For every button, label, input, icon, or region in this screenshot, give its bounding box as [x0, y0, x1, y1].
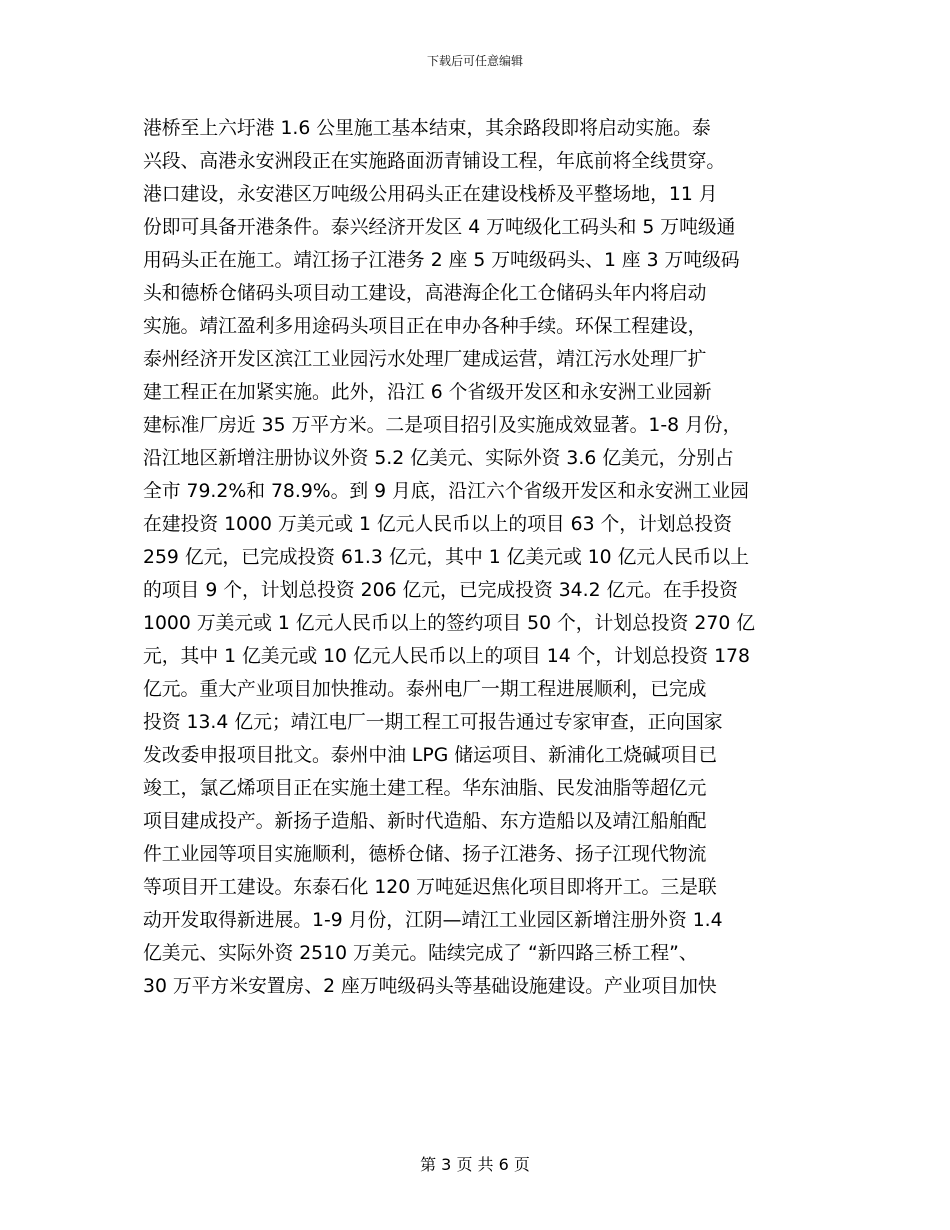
- text-line: 等项目开工建设。东泰石化 120 万吨延迟焦化项目即将开工。三是联: [143, 877, 717, 898]
- text-line: 亿元。重大产业项目加快推动。泰州电厂一期工程进展顺利，已完成: [143, 679, 707, 700]
- text-line: 件工业园等项目实施顺利，德桥仓储、扬子江港务、扬子江现代物流: [143, 844, 707, 865]
- text-line: 259 亿元，已完成投资 61.3 亿元，其中 1 亿美元或 10 亿元人民币以上: [143, 547, 750, 568]
- text-line: 发改委申报项目批文。泰州中油 LPG 储运项目、新浦化工烧碱项目已: [143, 745, 718, 766]
- text-line: 份即可具备开港条件。泰兴经济开发区 4 万吨级化工码头和 5 万吨级通: [143, 217, 736, 238]
- text-line: 项目建成投产。新扬子造船、新时代造船、东方造船以及靖江船舶配: [143, 811, 707, 832]
- text-line: 头和德桥仓储码头项目动工建设，高港海企化工仓储码头年内将启动: [143, 283, 707, 304]
- text-line: 亿美元、实际外资 2510 万美元。陆续完成了 “新四路三桥工程”、: [143, 943, 698, 964]
- body-text: [143, 112, 823, 1003]
- text-line: 1000 万美元或 1 亿元人民币以上的签约项目 50 个，计划总投资 270 亿: [143, 613, 756, 634]
- text-line: 全市 79.2%和 78.9%。到 9 月底，沿江六个省级开发区和永安洲工业园: [143, 481, 749, 502]
- text-line: 沿江地区新增注册协议外资 5.2 亿美元、实际外资 3.6 亿美元，分别占: [143, 448, 734, 469]
- text-line: 港桥至上六圩港 1.6 公里施工基本结束，其余路段即将启动实施。泰: [143, 118, 711, 139]
- text-line: 泰州经济开发区滨江工业园污水处理厂建成运营，靖江污水处理厂扩: [143, 349, 707, 370]
- text-line: 实施。靖江盈利多用途码头项目正在申办各种手续。环保工程建设，: [143, 316, 707, 337]
- text-line: 投资 13.4 亿元；靖江电厂一期工程工可报告通过专家审查，正向国家: [143, 712, 723, 733]
- text-line: 的项目 9 个，计划总投资 206 亿元，已完成投资 34.2 亿元。在手投资: [143, 580, 738, 601]
- text-line: 元，其中 1 亿美元或 10 亿元人民币以上的项目 14 个，计划总投资 178: [143, 646, 750, 667]
- page-footer: [0, 1155, 950, 1175]
- text-line: 建标准厂房近 35 万平方米。二是项目招引及实施成效显著。1-8 月份，: [143, 415, 742, 436]
- text-line: 30 万平方米安置房、2 座万吨级码头等基础设施建设。产业项目加快: [143, 976, 717, 997]
- text-line: 在建投资 1000 万美元或 1 亿元人民币以上的项目 63 个，计划总投资: [143, 514, 732, 535]
- page-number: 第 3 页 共 6 页: [420, 1155, 530, 1174]
- text-line: 兴段、高港永安洲段正在实施路面沥青铺设工程，年底前将全线贯穿。: [143, 151, 726, 172]
- text-line: 竣工，氯乙烯项目正在实施土建工程。华东油脂、民发油脂等超亿元: [143, 778, 707, 799]
- text-line: 用码头正在施工。靖江扬子江港务 2 座 5 万吨级码头、1 座 3 万吨级码: [143, 250, 740, 271]
- text-line: 港口建设，永安港区万吨级公用码头正在建设栈桥及平整场地，11 月: [143, 184, 718, 205]
- page-header: 下载后可任意编辑: [426, 54, 523, 68]
- text-line: 动开发取得新进展。1-9 月份，江阴—靖江工业园区新增注册外资 1.4: [143, 910, 723, 931]
- text-line: 建工程正在加紧实施。此外，沿江 6 个省级开发区和永安洲工业园新: [143, 382, 712, 403]
